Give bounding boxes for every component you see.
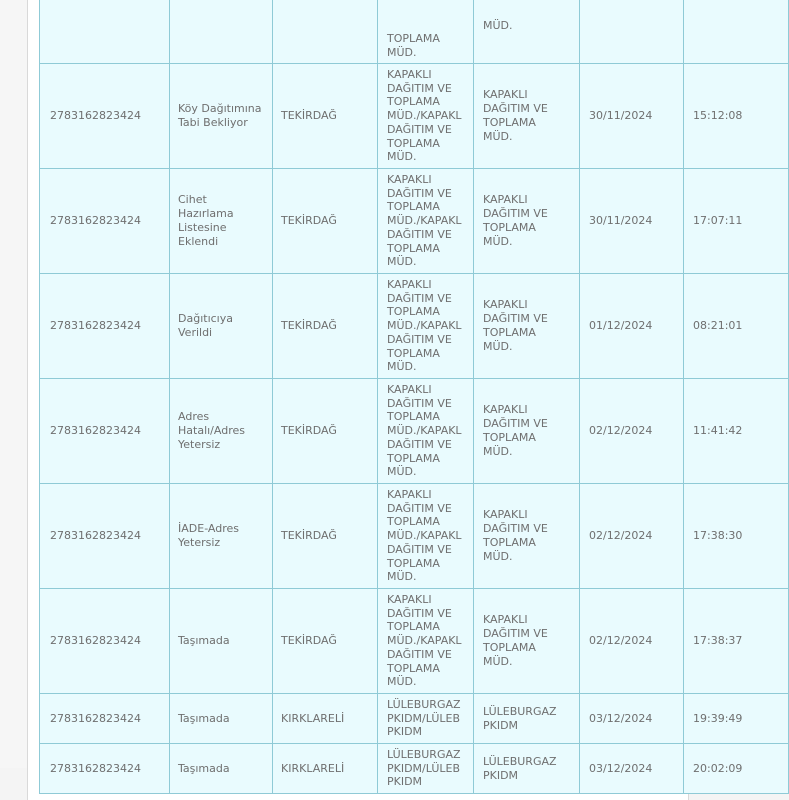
date-cell: 03/12/2024	[580, 744, 684, 794]
date-cell: 02/12/2024	[580, 379, 684, 484]
date-cell	[580, 0, 684, 64]
unit-cell: KAPAKLI DAĞITIM VE TOPLAMA MÜD./KAPAKL DAĞITIM VE TOPLAMA MÜD.	[378, 379, 474, 484]
tracking-table	[39, 0, 789, 794]
unit-cell: KAPAKLI DAĞITIM VE TOPLAMA MÜD./KAPAKL DAĞITIM VE TOPLAMA MÜD.	[378, 484, 474, 589]
time-cell: 15:12:08	[684, 64, 789, 169]
table-row	[40, 169, 789, 274]
status-cell: Taşımada	[170, 694, 273, 744]
tracking-number-cell: 2783162823424	[40, 744, 170, 794]
unit-cell: LÜLEBURGAZ PKIDM/LÜLEB PKIDM	[378, 694, 474, 744]
branch-cell: LÜLEBURGAZ PKIDM	[474, 694, 580, 744]
city-cell: KIRKLARELİ	[273, 744, 378, 794]
branch-cell: LÜLEBURGAZ PKIDM	[474, 744, 580, 794]
unit-cell: KAPAKLI DAĞITIM VE TOPLAMA MÜD./KAPAKL DAĞITIM VE TOPLAMA MÜD.	[378, 589, 474, 694]
city-cell: TEKİRDAĞ	[273, 169, 378, 274]
branch-cell: MÜD.	[474, 0, 580, 64]
table-row	[40, 744, 789, 794]
tracking-number-cell: 2783162823424	[40, 169, 170, 274]
tracking-number-cell: 2783162823424	[40, 484, 170, 589]
time-cell: 19:39:49	[684, 694, 789, 744]
table-row	[40, 589, 789, 694]
status-cell: Köy Dağıtımına Tabi Bekliyor	[170, 64, 273, 169]
status-cell: Taşımada	[170, 744, 273, 794]
tracking-number-cell: 2783162823424	[40, 274, 170, 379]
status-cell: İADE-Adres Yetersiz	[170, 484, 273, 589]
tracking-number-cell: 2783162823424	[40, 379, 170, 484]
city-cell: TEKİRDAĞ	[273, 379, 378, 484]
date-cell: 02/12/2024	[580, 589, 684, 694]
unit-cell: LÜLEBURGAZ PKIDM/LÜLEB PKIDM	[378, 744, 474, 794]
unit-cell: KAPAKLI DAĞITIM VE TOPLAMA MÜD./KAPAKL DAĞITIM VE TOPLAMA MÜD.	[378, 64, 474, 169]
date-cell: 30/11/2024	[580, 169, 684, 274]
date-cell: 03/12/2024	[580, 694, 684, 744]
city-cell: TEKİRDAĞ	[273, 274, 378, 379]
status-cell: Cihet Hazırlama Listesine Eklendi	[170, 169, 273, 274]
unit-cell: TOPLAMA MÜD.	[378, 0, 474, 64]
unit-cell: KAPAKLI DAĞITIM VE TOPLAMA MÜD./KAPAKL DAĞITIM VE TOPLAMA MÜD.	[378, 169, 474, 274]
time-cell	[684, 0, 789, 64]
date-cell: 30/11/2024	[580, 64, 684, 169]
city-cell	[273, 0, 378, 64]
table-row	[40, 274, 789, 379]
tracking-number-cell	[40, 0, 170, 64]
date-cell: 01/12/2024	[580, 274, 684, 379]
city-cell: TEKİRDAĞ	[273, 484, 378, 589]
tracking-table-wrapper	[39, 0, 743, 794]
unit-cell: KAPAKLI DAĞITIM VE TOPLAMA MÜD./KAPAKL DAĞITIM VE TOPLAMA MÜD.	[378, 274, 474, 379]
status-cell	[170, 0, 273, 64]
tracking-number-cell: 2783162823424	[40, 64, 170, 169]
tracking-number-cell: 2783162823424	[40, 694, 170, 744]
branch-cell: KAPAKLI DAĞITIM VE TOPLAMA MÜD.	[474, 379, 580, 484]
time-cell: 20:02:09	[684, 744, 789, 794]
table-row	[40, 0, 789, 64]
branch-cell: KAPAKLI DAĞITIM VE TOPLAMA MÜD.	[474, 274, 580, 379]
status-cell: Taşımada	[170, 589, 273, 694]
time-cell: 17:38:30	[684, 484, 789, 589]
branch-cell: KAPAKLI DAĞITIM VE TOPLAMA MÜD.	[474, 64, 580, 169]
time-cell: 17:07:11	[684, 169, 789, 274]
city-cell: TEKİRDAĞ	[273, 589, 378, 694]
time-cell: 17:38:37	[684, 589, 789, 694]
branch-cell: KAPAKLI DAĞITIM VE TOPLAMA MÜD.	[474, 169, 580, 274]
table-row	[40, 694, 789, 744]
city-cell: TEKİRDAĞ	[273, 64, 378, 169]
branch-cell: KAPAKLI DAĞITIM VE TOPLAMA MÜD.	[474, 484, 580, 589]
time-cell: 11:41:42	[684, 379, 789, 484]
status-cell: Adres Hatalı/Adres Yetersiz	[170, 379, 273, 484]
city-cell: KIRKLARELİ	[273, 694, 378, 744]
table-row	[40, 379, 789, 484]
branch-cell: KAPAKLI DAĞITIM VE TOPLAMA MÜD.	[474, 589, 580, 694]
date-cell: 02/12/2024	[580, 484, 684, 589]
time-cell: 08:21:01	[684, 274, 789, 379]
tracking-table-body	[40, 0, 789, 794]
status-cell: Dağıtıcıya Verildi	[170, 274, 273, 379]
table-row	[40, 64, 789, 169]
table-row	[40, 484, 789, 589]
tracking-number-cell: 2783162823424	[40, 589, 170, 694]
